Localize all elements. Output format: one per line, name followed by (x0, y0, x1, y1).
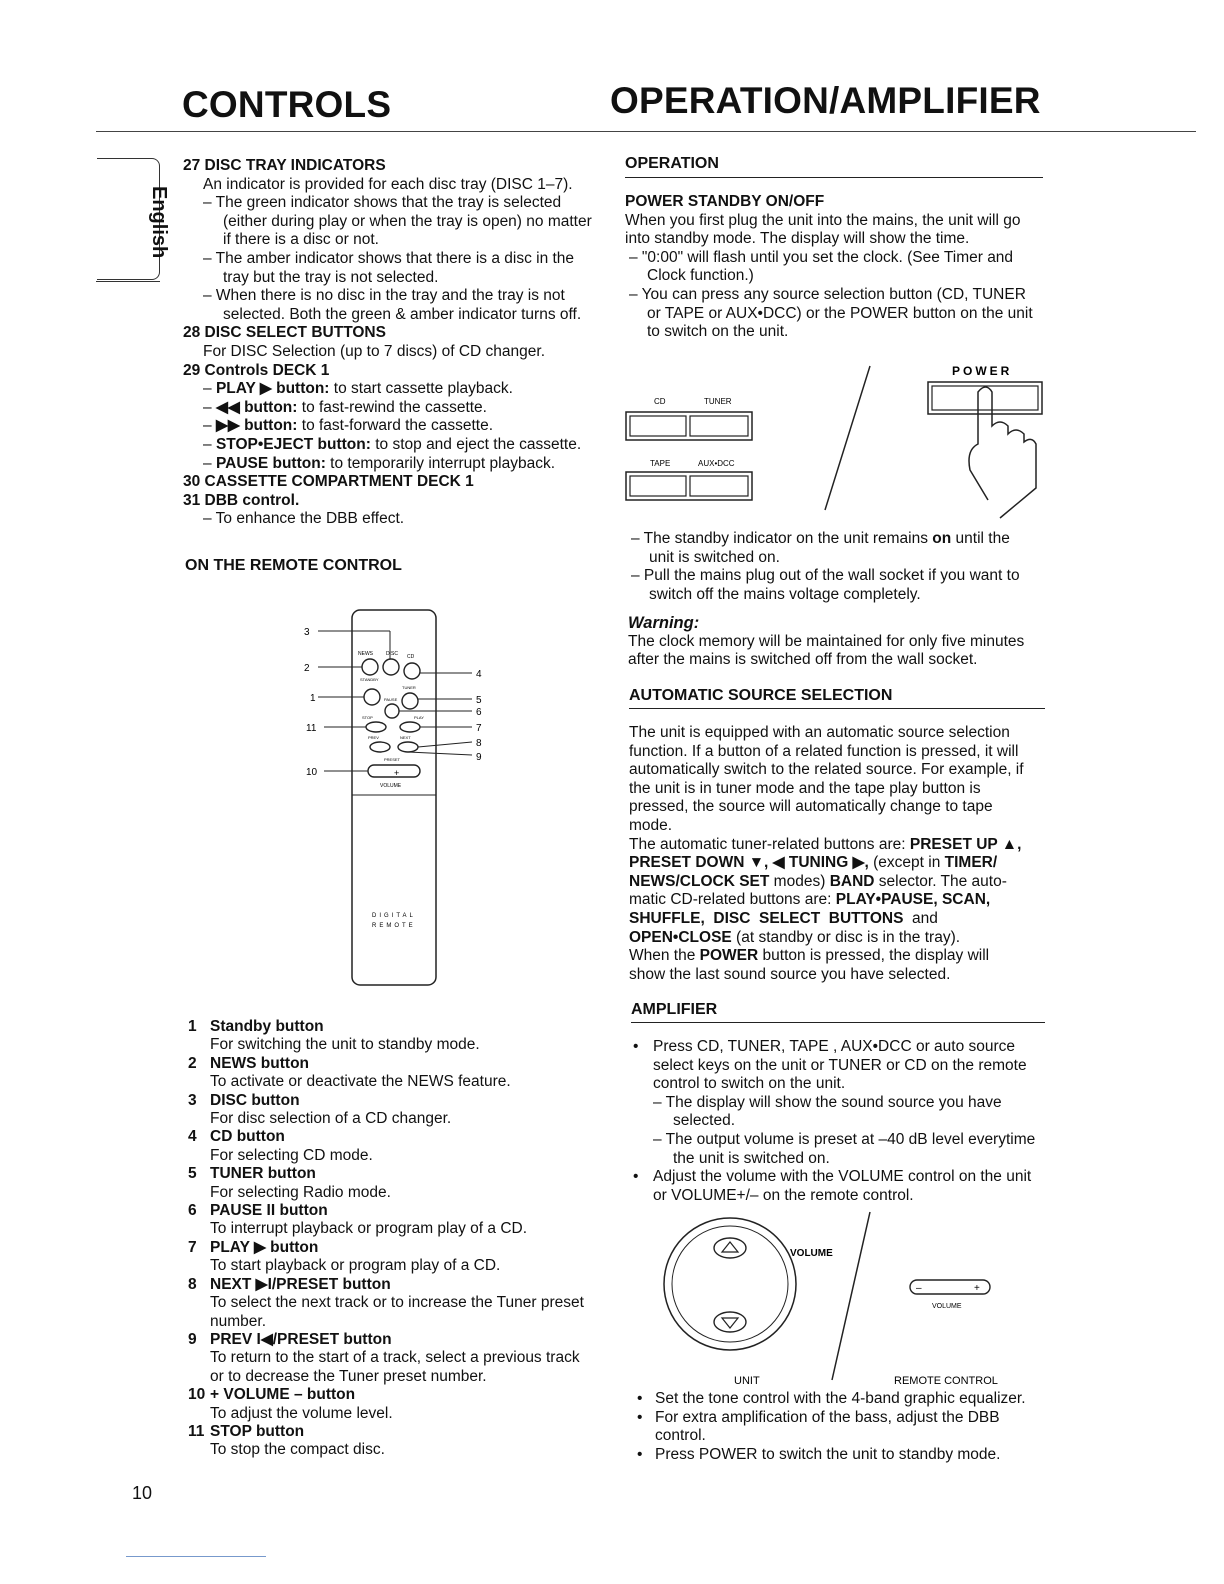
callout-3: 3 (304, 627, 310, 638)
bullet-item: • Set the tone control with the 4-band graphic equalizer. (637, 1390, 1026, 1407)
remote-volume-plus: + (394, 768, 400, 778)
list-item: 10 + VOLUME – button (188, 1386, 356, 1404)
power-buttons-figure (620, 360, 1050, 520)
list-item-desc: For selecting CD mode. (210, 1146, 373, 1164)
callout-11: 11 (306, 723, 317, 734)
standby-line: – The standby indicator on the unit remains on until the (631, 530, 1010, 547)
language-tab-label: English (148, 186, 170, 259)
auto-source-underline (629, 708, 1045, 709)
warning-text: after the mains is switched off from the wall socket. (628, 651, 978, 669)
deck-item-stop-eject: – STOP•EJECT button: to stop and eject the cassette. (203, 435, 582, 453)
list-item-desc: To adjust the volume level. (210, 1404, 393, 1422)
remote-button-list (188, 1018, 618, 1460)
callout-6: 6 (476, 707, 482, 718)
section-29-title: 29 Controls DECK 1 (183, 361, 330, 379)
deck-item-rewind: – ◀◀ button: to fast-rewind the cassette. (203, 398, 487, 416)
remote-brand-digital: DIGITAL (372, 913, 416, 919)
section-28-title: 28 DISC SELECT BUTTONS (183, 324, 386, 342)
list-item: 11 STOP button (188, 1422, 305, 1440)
list-item: 6 PAUSE II button (188, 1202, 328, 1220)
deck-item-ffwd: – ▶▶ button: to fast-forward the cassette. (203, 417, 494, 435)
list-item-desc: To activate or deactivate the NEWS feature. (210, 1073, 511, 1091)
remote-label-news: NEWS (358, 651, 373, 657)
pointing-hand-icon (969, 387, 1036, 518)
list-item: 4 CD button (188, 1128, 285, 1146)
fig-label-power: POWER (952, 364, 1013, 378)
remote-label-play: PLAY (414, 715, 424, 720)
list-item-desc: number. (210, 1312, 267, 1330)
remote-control-figure (296, 605, 496, 990)
deck-item-label: PLAY ▶ button: (215, 380, 330, 398)
list-item: 2 NEWS button (188, 1054, 310, 1072)
deck-item-text: to stop and eject the cassette. (370, 435, 582, 453)
remote-label-prev: PREV (368, 735, 379, 740)
fig-label-cd: CD (654, 397, 666, 406)
remote-label-preset: PRESET (384, 757, 401, 762)
auto-source-text: The unit is equipped with an automatic source selection function. If a button of a related function is pressed, it will automatically switch to the related source. For example, if the unit is in tuner mode and the tape play button is pressed, the source will automatically change to tape mode. The automatic tuner-related buttons are: PRESET UP ▲, PRESET DOWN ▼, ◀ TUNING ▶, (except in TIMER/ NEWS/CLOCK SET modes) BAND selector. The auto- matic CD-related buttons are: PLAY•PAUSE, SCAN, SHUFFLE, DISC SELECT BUTTONS and OPEN•CLOSE (at standby or disc is in the tray). When the POWER button is pressed, the display will show the last sound source you have selected. (629, 724, 1024, 983)
list-item: 1 Standby button (188, 1018, 324, 1035)
bullet-item: • Press POWER to switch the unit to standby mode. (637, 1445, 1001, 1463)
amplifier-underline (631, 1022, 1045, 1023)
fig-volume-unit: VOLUME (790, 1248, 833, 1259)
remote-volume-minus: – (916, 1283, 922, 1294)
section-27-line: tray but the tray is not selected. (223, 268, 439, 286)
remote-brand-remote: REMOTE (372, 923, 416, 929)
operation-underline (625, 177, 1043, 178)
bullet-item: • For extra amplification of the bass, adjust the DBB (637, 1408, 1000, 1426)
remote-label-pause: PAUSE (384, 697, 398, 702)
deck-item-label: ▶▶ button: (215, 417, 298, 435)
bullet-item: • Press CD, TUNER, TAPE , AUX•DCC or auto source (633, 1038, 1016, 1055)
amplifier-bullets-bottom: • Set the tone control with the 4-band graphic equalizer. • For extra amplification of the bass, adjust the DBB control. • Press POWER to switch the unit to standby mode. (637, 1390, 1055, 1464)
power-text: into standby mode. The display will show the time. (625, 230, 970, 248)
warning-text: The clock memory will be maintained for only five minutes (628, 632, 1025, 650)
section-30-title: 30 CASSETTE COMPARTMENT DECK 1 (183, 473, 474, 491)
list-item-desc: To return to the start of a track, select a previous track (210, 1349, 580, 1367)
callout-1: 1 (310, 693, 316, 704)
power-standby-section (625, 193, 1055, 342)
deck-item-label: ◀◀ button: (215, 398, 298, 416)
list-item: 8 NEXT ▶I/PRESET button (188, 1275, 391, 1293)
list-item-desc: or to decrease the Tuner preset number. (210, 1367, 487, 1385)
standby-line: unit is switched on. (649, 548, 780, 566)
section-27-title: 27 DISC TRAY INDICATORS (183, 157, 386, 174)
header-rule (96, 131, 1196, 132)
callout-2: 2 (304, 663, 310, 674)
section-27-line: – The green indicator shows that the tray is selected (203, 194, 562, 212)
bullet-item: • Adjust the volume with the VOLUME control on the unit (633, 1168, 1032, 1186)
remote-label-disc: DISC (386, 651, 398, 657)
fig-label-aux: AUX•DCC (698, 459, 735, 468)
amplifier-text: • Press CD, TUNER, TAPE , AUX•DCC or auto source select keys on the unit or TUNER or CD on the remote control to switch on the unit. – The display will show the sound source you have selected. – The output volume is preset at –40 dB level everytime the unit is switched on. • Adjust the volume with the VOLUME control on the unit or VOLUME+/– on the remote control. (633, 1038, 1051, 1205)
section-31-text: To enhance the DBB effect. (215, 510, 405, 528)
section-31-title: 31 DBB control. (183, 491, 300, 509)
operation-heading: OPERATION (625, 155, 719, 172)
callout-4: 4 (476, 669, 482, 680)
remote-volume-plus-fig: + (974, 1283, 980, 1294)
pull-line: – Pull the mains plug out of the wall socket if you want to (631, 567, 1020, 585)
list-item: 7 PLAY ▶ button (188, 1238, 319, 1256)
warning-title: Warning: (628, 614, 700, 632)
remote-label-standby: STANDBY (360, 677, 379, 682)
page-number: 10 (132, 1483, 153, 1503)
controls-title: CONTROLS (182, 84, 392, 125)
list-item: 3 DISC button (188, 1091, 300, 1109)
section-31-line: – To enhance the DBB effect. (203, 510, 405, 528)
fig-label-remote: REMOTE CONTROL (894, 1375, 998, 1387)
remote-label-tuner: TUNER (402, 685, 416, 690)
volume-figure (660, 1210, 1040, 1390)
section-27-line: (either during play or when the tray is open) no matter (223, 212, 592, 230)
deck-item-text: to temporarily interrupt playback. (325, 454, 556, 472)
fig-label-unit: UNIT (734, 1375, 760, 1387)
list-item-desc: For disc selection of a CD changer. (210, 1110, 452, 1128)
deck-item-pause: – PAUSE button: to temporarily interrupt playback. (203, 454, 556, 472)
deck-item-text: to fast-rewind the cassette. (297, 398, 487, 416)
section-28-text: For DISC Selection (up to 7 discs) of CD changer. (203, 342, 546, 360)
auto-source-heading: AUTOMATIC SOURCE SELECTION (629, 687, 893, 704)
operation-amplifier-title: OPERATION/AMPLIFIER (610, 80, 1041, 121)
deck-item-label: STOP•EJECT button: (215, 435, 371, 453)
section-27-line: selected. Both the green & amber indicator turns off. (223, 305, 582, 323)
section-27-line: – When there is no disc in the tray and the tray is not (203, 287, 565, 305)
remote-label-volume: VOLUME (380, 783, 402, 789)
left-top-text (183, 157, 613, 529)
list-item: 9 PREV I◀/PRESET button (188, 1330, 392, 1348)
callout-9: 9 (476, 752, 482, 763)
list-item-desc: To select the next track or to increase the Tuner preset (210, 1294, 584, 1312)
callout-8: 8 (476, 738, 482, 749)
section-27-line: – The amber indicator shows that there is a disc in the (203, 249, 575, 267)
list-item: 5 TUNER button (188, 1165, 316, 1183)
list-item-desc: To start playback or program play of a CD. (210, 1257, 501, 1275)
callout-5: 5 (476, 695, 482, 706)
callout-10: 10 (306, 767, 318, 778)
remote-label-cd: CD (407, 654, 415, 660)
list-item-desc: For selecting Radio mode. (210, 1183, 391, 1201)
deck-item-play: – PLAY ▶ button: to start cassette playback. (203, 380, 513, 398)
section-27-intro: An indicator is provided for each disc tray (DISC 1–7). (203, 175, 573, 193)
deck-item-text: to start cassette playback. (329, 380, 513, 398)
pull-line: switch off the mains voltage completely. (649, 585, 921, 603)
language-tab-rule (96, 281, 160, 282)
fig-label-tape: TAPE (650, 459, 671, 468)
deck-item-label: PAUSE button: (215, 454, 326, 472)
list-item-desc: To stop the compact disc. (210, 1441, 385, 1459)
deck-item-text: to fast-forward the cassette. (297, 417, 494, 435)
standby-notes (631, 530, 1061, 604)
fig-label-tuner: TUNER (704, 397, 732, 406)
list-item-desc: For switching the unit to standby mode. (210, 1036, 480, 1054)
power-text: or TAPE or AUX•DCC) or the POWER button on the unit (647, 304, 1033, 322)
warning-block (628, 614, 1058, 670)
callout-7: 7 (476, 723, 482, 734)
power-text: – You can press any source selection button (CD, TUNER (629, 285, 1026, 303)
remote-heading: ON THE REMOTE CONTROL (185, 557, 402, 574)
remote-label-next: NEXT (400, 735, 411, 740)
fig-volume-remote: VOLUME (932, 1303, 962, 1310)
remote-label-stop: STOP (362, 715, 373, 720)
section-27-line: if there is a disc or not. (223, 231, 379, 249)
volume-down-icon (722, 1318, 738, 1328)
power-text: to switch on the unit. (647, 323, 789, 341)
power-text: Clock function.) (647, 267, 754, 285)
power-text: – "0:00" will flash until you set the clock. (See Timer and (629, 248, 1014, 266)
bottom-rule (126, 1556, 266, 1557)
power-standby-title: POWER STANDBY ON/OFF (625, 193, 825, 210)
list-item-desc: To interrupt playback or program play of a CD. (210, 1220, 528, 1238)
volume-up-icon (722, 1242, 738, 1252)
power-text: When you first plug the unit into the mains, the unit will go (625, 211, 1021, 229)
amplifier-heading: AMPLIFIER (631, 1001, 718, 1018)
